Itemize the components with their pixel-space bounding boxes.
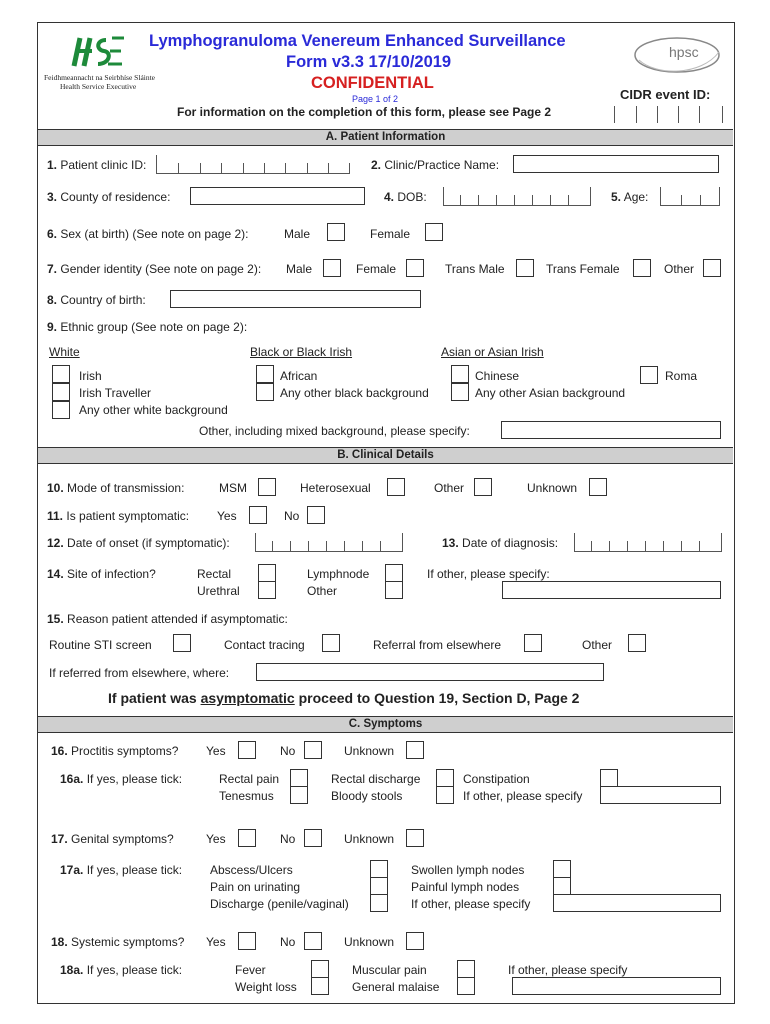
section-c-header: C. Symptoms bbox=[38, 716, 733, 733]
lymphnode-label: Lymphnode bbox=[307, 567, 370, 581]
transmission-other-label: Other bbox=[434, 481, 465, 495]
gender-female-checkbox[interactable] bbox=[406, 259, 424, 277]
fever-label: Fever bbox=[235, 963, 266, 977]
pain-urinating-checkbox[interactable] bbox=[370, 877, 388, 895]
mixed-background-label: Other, including mixed background, please specify: bbox=[199, 424, 470, 438]
systemic-no-checkbox[interactable] bbox=[304, 932, 322, 950]
gender-trans-male-checkbox[interactable] bbox=[516, 259, 534, 277]
date-of-diagnosis-field[interactable] bbox=[574, 533, 722, 552]
referred-where-field[interactable] bbox=[256, 663, 604, 681]
q16-label: 16. Proctitis symptoms? bbox=[51, 744, 179, 758]
hpsc-logo bbox=[631, 32, 723, 78]
q7-label: 7. Gender identity (See note on page 2): bbox=[47, 262, 262, 276]
gender-other-checkbox[interactable] bbox=[703, 259, 721, 277]
gender-other-label: Other bbox=[664, 262, 695, 276]
black-heading: Black or Black Irish bbox=[250, 345, 353, 359]
transmission-unknown-label: Unknown bbox=[527, 481, 578, 495]
lymphnode-site-checkbox[interactable] bbox=[385, 564, 403, 582]
swollen-nodes-checkbox[interactable] bbox=[553, 860, 571, 878]
proctitis-unknown-label: Unknown bbox=[344, 744, 395, 758]
sex-female-label: Female bbox=[370, 227, 411, 241]
malaise-checkbox[interactable] bbox=[457, 977, 475, 995]
pain-urinating-label: Pain on urinating bbox=[210, 880, 301, 894]
urethral-site-checkbox[interactable] bbox=[258, 581, 276, 599]
symptomatic-yes-label: Yes bbox=[217, 509, 237, 523]
section-a-header: A. Patient Information bbox=[38, 129, 733, 146]
q2-label: 2. Clinic/Practice Name: bbox=[371, 158, 500, 172]
tenesmus-checkbox[interactable] bbox=[290, 786, 308, 804]
referral-checkbox[interactable] bbox=[524, 634, 542, 652]
other-site-checkbox[interactable] bbox=[385, 581, 403, 599]
rectal-discharge-checkbox[interactable] bbox=[436, 769, 454, 787]
symptomatic-yes-checkbox[interactable] bbox=[249, 506, 267, 524]
q9-label: 9. Ethnic group (See note on page 2): bbox=[47, 320, 248, 334]
sex-female-checkbox[interactable] bbox=[425, 223, 443, 241]
painful-nodes-label: Painful lymph nodes bbox=[411, 880, 520, 894]
roma-checkbox[interactable] bbox=[640, 366, 658, 384]
chinese-checkbox[interactable] bbox=[451, 365, 469, 383]
proctitis-unknown-checkbox[interactable] bbox=[406, 741, 424, 759]
clinic-name-field[interactable] bbox=[513, 155, 719, 173]
org-line2: Health Service Executive bbox=[60, 82, 137, 91]
proctitis-yes-checkbox[interactable] bbox=[238, 741, 256, 759]
reason-other-checkbox[interactable] bbox=[628, 634, 646, 652]
q18-label: 18. Systemic symptoms? bbox=[51, 935, 185, 949]
gender-trans-female-checkbox[interactable] bbox=[633, 259, 651, 277]
q18a-label: 18a. If yes, please tick: bbox=[60, 963, 183, 977]
heterosexual-label: Heterosexual bbox=[300, 481, 371, 495]
age-field[interactable] bbox=[660, 187, 720, 206]
contact-tracing-checkbox[interactable] bbox=[322, 634, 340, 652]
form-title-line1: Lymphogranuloma Venereum Enhanced Surveillance bbox=[149, 32, 566, 50]
systemic-unknown-checkbox[interactable] bbox=[406, 932, 424, 950]
q6-label: 6. Sex (at birth) (See note on page 2): bbox=[47, 227, 249, 241]
q17-label: 17. Genital symptoms? bbox=[51, 832, 174, 846]
genital-no-label: No bbox=[280, 832, 296, 846]
patient-clinic-id-field[interactable] bbox=[156, 155, 350, 174]
gender-trans-male-label: Trans Male bbox=[445, 262, 505, 276]
contact-tracing-label: Contact tracing bbox=[224, 638, 305, 652]
heterosexual-checkbox[interactable] bbox=[387, 478, 405, 496]
referral-label: Referral from elsewhere bbox=[373, 638, 502, 652]
other-asian-label: Any other Asian background bbox=[475, 386, 626, 400]
msm-checkbox[interactable] bbox=[258, 478, 276, 496]
q13-label: 13. Date of diagnosis: bbox=[442, 536, 559, 550]
symptomatic-no-label: No bbox=[284, 509, 300, 523]
other-white-checkbox[interactable] bbox=[52, 401, 70, 419]
discharge-checkbox[interactable] bbox=[370, 894, 388, 912]
site-other-specify-field[interactable] bbox=[502, 581, 721, 599]
white-heading: White bbox=[49, 345, 80, 359]
genital-no-checkbox[interactable] bbox=[304, 829, 322, 847]
bloody-stools-checkbox[interactable] bbox=[436, 786, 454, 804]
q4-label: 4. DOB: bbox=[384, 190, 427, 204]
weight-loss-checkbox[interactable] bbox=[311, 977, 329, 995]
irish-traveller-label: Irish Traveller bbox=[79, 386, 152, 400]
hse-logo-icon bbox=[66, 34, 126, 68]
genital-yes-checkbox[interactable] bbox=[238, 829, 256, 847]
section-b-header: B. Clinical Details bbox=[38, 447, 733, 464]
rectal-pain-checkbox[interactable] bbox=[290, 769, 308, 787]
proctitis-other-label: If other, please specify bbox=[463, 789, 583, 803]
q12-label: 12. Date of onset (if symptomatic): bbox=[47, 536, 230, 550]
discharge-label: Discharge (penile/vaginal) bbox=[210, 897, 349, 911]
painful-nodes-checkbox[interactable] bbox=[553, 877, 571, 895]
sex-male-checkbox[interactable] bbox=[327, 223, 345, 241]
hpsc-logo-text: hpsc bbox=[669, 44, 699, 60]
other-asian-checkbox[interactable] bbox=[451, 383, 469, 401]
genital-other-field[interactable] bbox=[553, 894, 721, 912]
cidr-label: CIDR event ID: bbox=[620, 87, 711, 102]
chinese-label: Chinese bbox=[475, 369, 520, 383]
abscess-checkbox[interactable] bbox=[370, 860, 388, 878]
symptomatic-no-checkbox[interactable] bbox=[307, 506, 325, 524]
q8-label: 8. Country of birth: bbox=[47, 293, 146, 307]
genital-yes-label: Yes bbox=[206, 832, 226, 846]
asian-heading: Asian or Asian Irish bbox=[441, 345, 544, 359]
gender-trans-female-label: Trans Female bbox=[546, 262, 620, 276]
rectal-site-checkbox[interactable] bbox=[258, 564, 276, 582]
transmission-unknown-checkbox[interactable] bbox=[589, 478, 607, 496]
asymptomatic-notice: If patient was asymptomatic proceed to Question 19, Section D, Page 2 bbox=[108, 690, 580, 706]
country-of-birth-field[interactable] bbox=[170, 290, 421, 308]
q10-label: 10. Mode of transmission: bbox=[47, 481, 185, 495]
sex-male-label: Male bbox=[284, 227, 311, 241]
form-title-line2: Form v3.3 17/10/2019 bbox=[286, 53, 452, 71]
roma-label: Roma bbox=[665, 369, 698, 383]
fever-checkbox[interactable] bbox=[311, 960, 329, 978]
constipation-checkbox[interactable] bbox=[600, 769, 618, 787]
date-of-onset-field[interactable] bbox=[255, 533, 403, 552]
proctitis-other-field[interactable] bbox=[600, 786, 721, 804]
systemic-unknown-label: Unknown bbox=[344, 935, 395, 949]
gender-male-label: Male bbox=[286, 262, 313, 276]
q1-label: 1. Patient clinic ID: bbox=[47, 158, 147, 172]
bloody-stools-label: Bloody stools bbox=[331, 789, 403, 803]
county-field[interactable] bbox=[190, 187, 365, 205]
confidential-label: CONFIDENTIAL bbox=[311, 74, 434, 92]
irish-checkbox[interactable] bbox=[52, 365, 70, 383]
q16a-label: 16a. If yes, please tick: bbox=[60, 772, 183, 786]
reason-other-label: Other bbox=[582, 638, 613, 652]
routine-sti-checkbox[interactable] bbox=[173, 634, 191, 652]
q15-label: 15. Reason patient attended if asymptomatic: bbox=[47, 612, 288, 626]
swollen-nodes-label: Swollen lymph nodes bbox=[411, 863, 525, 877]
genital-unknown-checkbox[interactable] bbox=[406, 829, 424, 847]
hse-logo bbox=[66, 34, 126, 68]
rectal-discharge-label: Rectal discharge bbox=[331, 772, 421, 786]
irish-label: Irish bbox=[79, 369, 102, 383]
systemic-yes-checkbox[interactable] bbox=[238, 932, 256, 950]
african-checkbox[interactable] bbox=[256, 365, 274, 383]
routine-sti-label: Routine STI screen bbox=[49, 638, 152, 652]
rectal-label: Rectal bbox=[197, 567, 232, 581]
cidr-event-id-field[interactable] bbox=[614, 106, 723, 123]
q14-label: 14. Site of infection? bbox=[47, 567, 156, 581]
systemic-no-label: No bbox=[280, 935, 296, 949]
msm-label: MSM bbox=[219, 481, 247, 495]
tenesmus-label: Tenesmus bbox=[219, 789, 274, 803]
mixed-background-field[interactable] bbox=[501, 421, 721, 439]
muscular-pain-label: Muscular pain bbox=[352, 963, 427, 977]
muscular-pain-checkbox[interactable] bbox=[457, 960, 475, 978]
q3-label: 3. County of residence: bbox=[47, 190, 171, 204]
proctitis-no-label: No bbox=[280, 744, 296, 758]
proctitis-no-checkbox[interactable] bbox=[304, 741, 322, 759]
completion-info: For information on the completion of this form, please see Page 2 bbox=[177, 105, 552, 119]
dob-field[interactable] bbox=[443, 187, 591, 206]
malaise-label: General malaise bbox=[352, 980, 440, 994]
irish-traveller-checkbox[interactable] bbox=[52, 383, 70, 401]
weight-loss-label: Weight loss bbox=[235, 980, 297, 994]
systemic-other-field[interactable] bbox=[512, 977, 721, 995]
rectal-pain-label: Rectal pain bbox=[219, 772, 280, 786]
other-black-checkbox[interactable] bbox=[256, 383, 274, 401]
systemic-yes-label: Yes bbox=[206, 935, 226, 949]
genital-other-label: If other, please specify bbox=[411, 897, 531, 911]
other-black-label: Any other black background bbox=[280, 386, 429, 400]
gender-male-checkbox[interactable] bbox=[323, 259, 341, 277]
transmission-other-checkbox[interactable] bbox=[474, 478, 492, 496]
constipation-label: Constipation bbox=[463, 772, 530, 786]
abscess-label: Abscess/Ulcers bbox=[210, 863, 293, 877]
referred-where-label: If referred from elsewhere, where: bbox=[49, 666, 230, 680]
genital-unknown-label: Unknown bbox=[344, 832, 395, 846]
gender-female-label: Female bbox=[356, 262, 397, 276]
systemic-other-label: If other, please specify bbox=[508, 963, 628, 977]
african-label: African bbox=[280, 369, 318, 383]
urethral-label: Urethral bbox=[197, 584, 240, 598]
q17a-label: 17a. If yes, please tick: bbox=[60, 863, 183, 877]
proctitis-yes-label: Yes bbox=[206, 744, 226, 758]
org-line1: Feidhmeannacht na Seirbhíse Sláinte bbox=[44, 73, 156, 82]
q11-label: 11. Is patient symptomatic: bbox=[47, 509, 190, 523]
other-white-label: Any other white background bbox=[79, 403, 228, 417]
q5-label: 5. Age: bbox=[611, 190, 649, 204]
other-site-label: Other bbox=[307, 584, 338, 598]
page-number: Page 1 of 2 bbox=[352, 94, 399, 104]
site-other-specify-label: If other, please specify: bbox=[427, 567, 550, 581]
